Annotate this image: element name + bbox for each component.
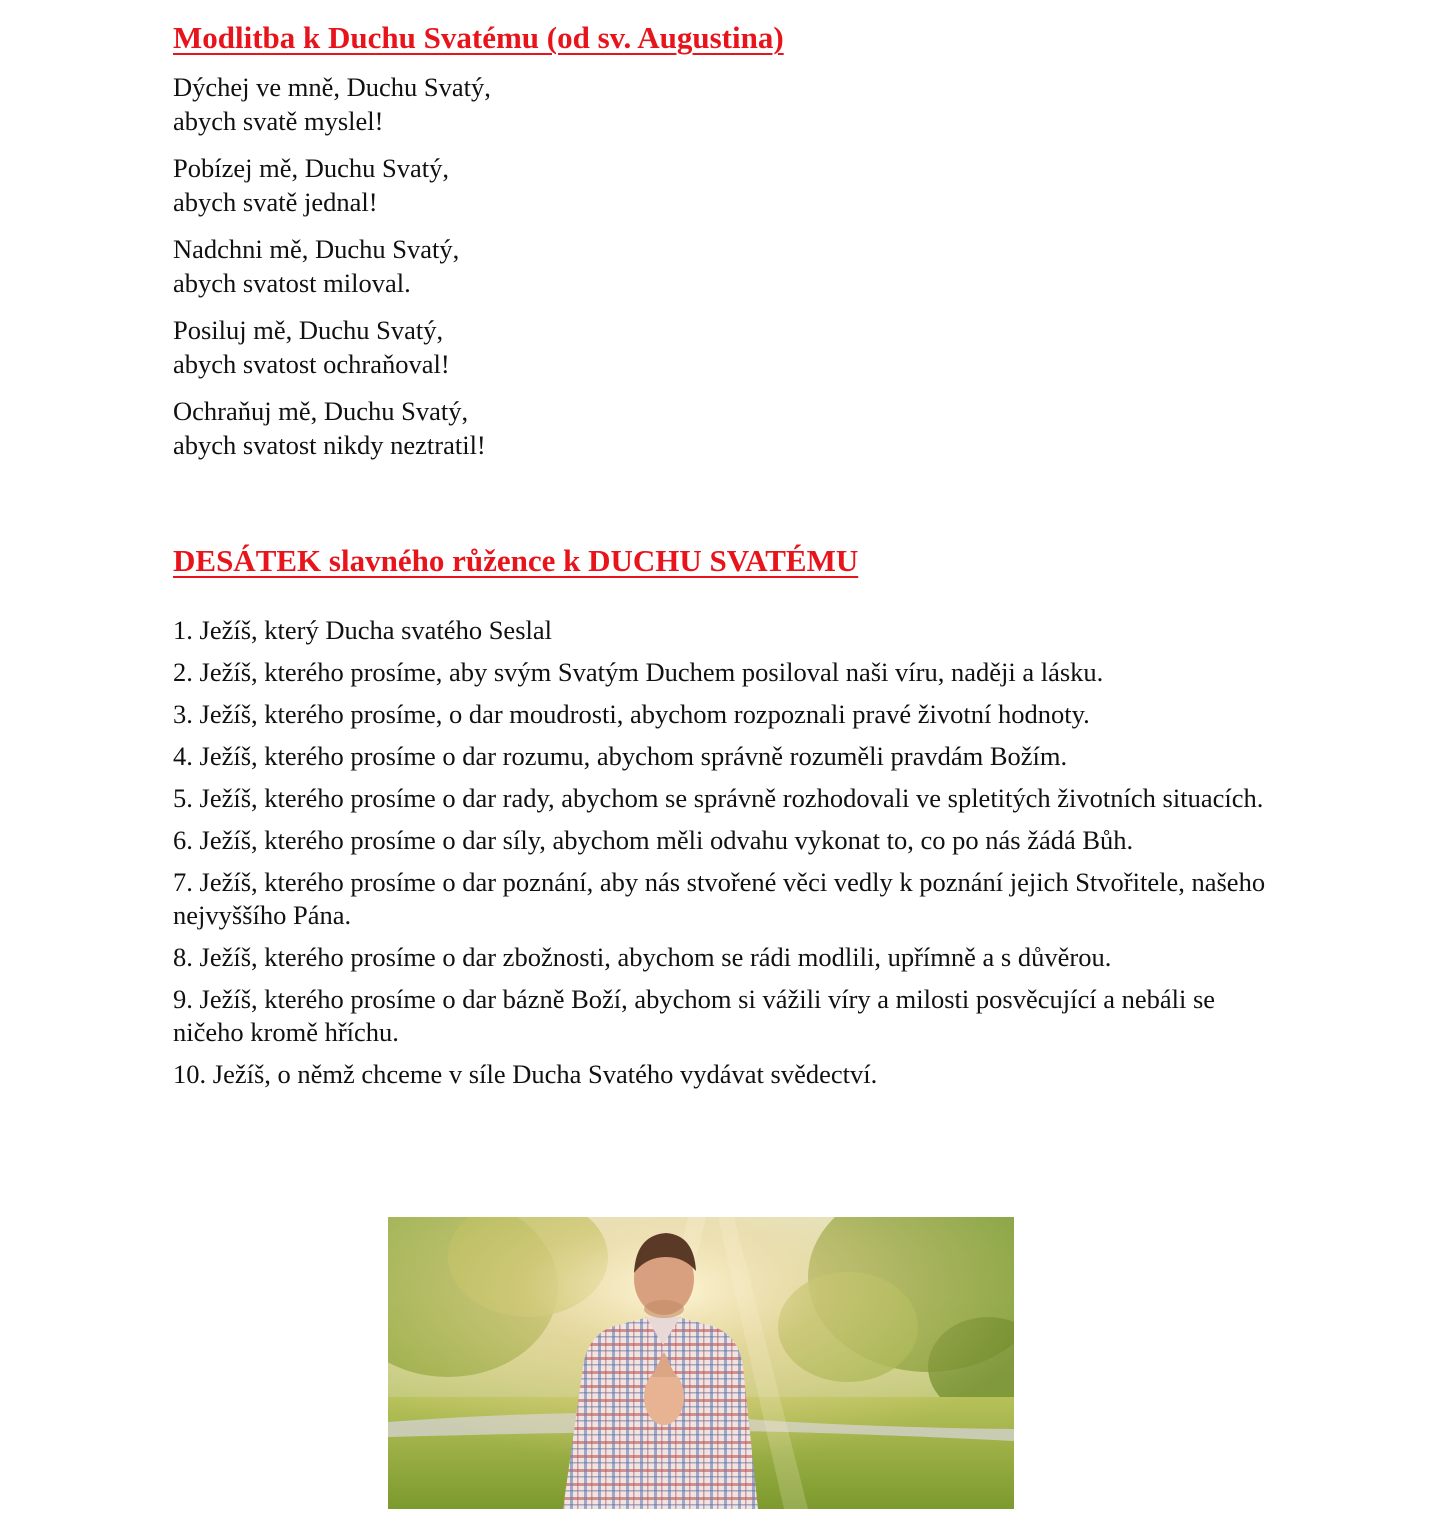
- list-item: 6. Ježíš, kterého prosíme o dar síly, abychom měli odvahu vykonat to, co po nás žádá Bůh.: [173, 825, 1134, 855]
- stanza-line: Posiluj mě, Duchu Svatý,: [173, 315, 444, 345]
- stanza-line: Nadchni mě, Duchu Svatý,: [173, 234, 460, 264]
- list-item: 2. Ježíš, kterého prosíme, aby svým Svatým Duchem posiloval naši víru, naději a lásku.: [173, 657, 1104, 687]
- prayer-stanza-2: [173, 151, 449, 219]
- stanza-line: abych svatost miloval.: [173, 268, 411, 298]
- prayer-stanza-1: [173, 70, 491, 138]
- prayer-stanza-5: [173, 394, 486, 462]
- list-item: 10. Ježíš, o němž chceme v síle Ducha Svatého vydávat svědectví.: [173, 1059, 878, 1089]
- stanza-line: abych svatost nikdy neztratil!: [173, 430, 486, 460]
- list-item: 1. Ježíš, který Ducha svatého Seslal: [173, 615, 552, 645]
- prayer-stanza-4: [173, 313, 450, 381]
- list-item: 8. Ježíš, kterého prosíme o dar zbožnosti, abychom se rádi modlili, upřímně a s důvěrou.: [173, 942, 1112, 972]
- praying-man-photo: [388, 1217, 1014, 1509]
- stanza-line: abych svatě myslel!: [173, 106, 384, 136]
- prayer-stanza-3: [173, 232, 459, 300]
- stanza-line: abych svatost ochraňoval!: [173, 349, 450, 379]
- list-item: 9. Ježíš, kterého prosíme o dar bázně Boží, abychom si vážili víry a milosti posvěcující a nebáli se ničeho kromě hříchu.: [173, 984, 1216, 1047]
- rosary-list: [173, 614, 1283, 1100]
- stanza-line: Pobízej mě, Duchu Svatý,: [173, 153, 449, 183]
- list-item: 3. Ježíš, kterého prosíme, o dar moudrosti, abychom rozpoznali pravé životní hodnoty.: [173, 699, 1090, 729]
- list-item: 4. Ježíš, kterého prosíme o dar rozumu, abychom správně rozuměli pravdám Božím.: [173, 741, 1068, 771]
- list-item: 5. Ježíš, kterého prosíme o dar rady, abychom se správně rozhodovali ve spletitých životních situacích.: [173, 783, 1264, 813]
- stanza-line: Dýchej ve mně, Duchu Svatý,: [173, 72, 491, 102]
- stanza-line: abych svatě jednal!: [173, 187, 378, 217]
- list-item: 7. Ježíš, kterého prosíme o dar poznání, aby nás stvořené věci vedly k poznání jejich Stvořitele, našeho nejvyššího Pána.: [173, 867, 1266, 930]
- stanza-line: Ochraňuj mě, Duchu Svatý,: [173, 396, 469, 426]
- prayer-title: Modlitba k Duchu Svatému (od sv. Augustina): [173, 20, 784, 55]
- rosary-title: DESÁTEK slavného růžence k DUCHU SVATÉMU: [173, 543, 859, 578]
